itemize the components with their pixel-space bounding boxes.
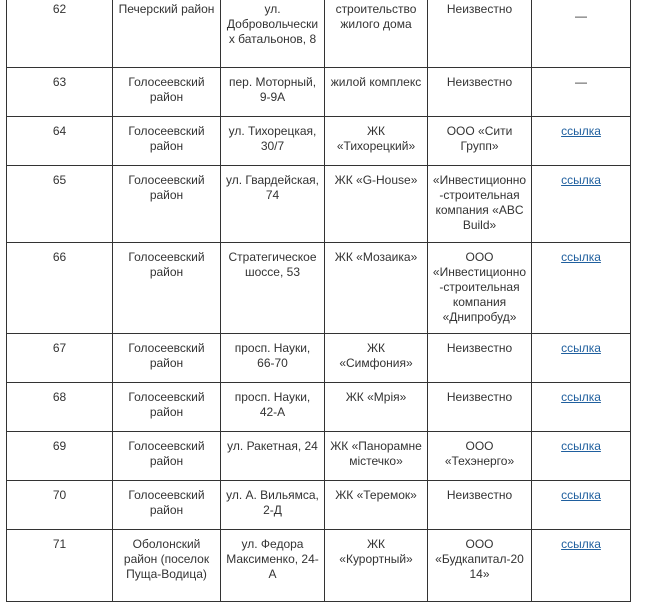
object-cell: ЖК «Панорамне містечко» [325, 432, 428, 481]
district-cell: Оболонский район (поселок Пуща-Водица) [113, 530, 221, 602]
object-cell: ЖК «Тихорецкий» [325, 117, 428, 166]
source-link[interactable]: ссылка [561, 250, 601, 264]
table-row [7, 432, 631, 481]
construction-objects-table-container [6, 0, 631, 602]
address-cell: ул. Добровольческих батальонов, 8 [221, 0, 325, 68]
address-cell: Стратегическое шоссе, 53 [221, 243, 325, 334]
row-number: 68 [7, 383, 113, 432]
district-cell: Голосеевский район [113, 432, 221, 481]
district-cell: Печерский район [113, 0, 221, 68]
row-number: 64 [7, 117, 113, 166]
developer-cell: Неизвестно [428, 68, 532, 117]
row-number: 65 [7, 166, 113, 243]
source-link[interactable]: ссылка [561, 341, 601, 355]
object-cell: ЖК «Мрія» [325, 383, 428, 432]
object-cell: ЖК «Симфония» [325, 334, 428, 383]
object-cell: строительство жилого дома [325, 0, 428, 68]
row-number: 70 [7, 481, 113, 530]
row-number: 62 [7, 0, 113, 68]
source-link[interactable]: ссылка [561, 173, 601, 187]
table-row [7, 117, 631, 166]
link-cell [532, 481, 631, 530]
address-cell: ул. Федора Максименко, 24-А [221, 530, 325, 602]
address-cell: просп. Науки, 66-70 [221, 334, 325, 383]
table-row [7, 68, 631, 117]
developer-cell: Неизвестно [428, 481, 532, 530]
address-cell: ул. Гвардейская, 74 [221, 166, 325, 243]
table-row [7, 166, 631, 243]
row-number: 71 [7, 530, 113, 602]
district-cell: Голосеевский район [113, 481, 221, 530]
link-cell [532, 166, 631, 243]
link-cell [532, 432, 631, 481]
table-row [7, 0, 631, 68]
link-cell [532, 530, 631, 602]
address-cell: ул. Ракетная, 24 [221, 432, 325, 481]
table-row [7, 530, 631, 602]
developer-cell: ООО «Сити Групп» [428, 117, 532, 166]
object-cell: ЖК «Курортный» [325, 530, 428, 602]
district-cell: Голосеевский район [113, 117, 221, 166]
row-number: 63 [7, 68, 113, 117]
address-cell: пер. Моторный, 9-9А [221, 68, 325, 117]
district-cell: Голосеевский район [113, 166, 221, 243]
district-cell: Голосеевский район [113, 334, 221, 383]
source-link[interactable]: ссылка [561, 124, 601, 138]
link-cell [532, 334, 631, 383]
source-link[interactable]: ссылка [561, 488, 601, 502]
district-cell: Голосеевский район [113, 383, 221, 432]
object-cell: ЖК «G-House» [325, 166, 428, 243]
developer-cell: Неизвестно [428, 334, 532, 383]
no-link-dash: — [575, 75, 587, 89]
link-cell [532, 243, 631, 334]
developer-cell: Неизвестно [428, 383, 532, 432]
developer-cell: Неизвестно [428, 0, 532, 68]
table-row [7, 243, 631, 334]
object-cell: ЖК «Теремок» [325, 481, 428, 530]
table-row [7, 481, 631, 530]
district-cell: Голосеевский район [113, 68, 221, 117]
link-cell [532, 68, 631, 117]
source-link[interactable]: ссылка [561, 537, 601, 551]
object-cell: ЖК «Мозаика» [325, 243, 428, 334]
row-number: 66 [7, 243, 113, 334]
no-link-dash: — [575, 9, 587, 23]
source-link[interactable]: ссылка [561, 439, 601, 453]
table-row [7, 383, 631, 432]
developer-cell: «Инвестиционно-строительная компания «ABC Build» [428, 166, 532, 243]
row-number: 69 [7, 432, 113, 481]
construction-objects-table [6, 0, 631, 602]
address-cell: просп. Науки, 42-А [221, 383, 325, 432]
district-cell: Голосеевский район [113, 243, 221, 334]
row-number: 67 [7, 334, 113, 383]
object-cell: жилой комплекс [325, 68, 428, 117]
developer-cell: ООО «Техэнерго» [428, 432, 532, 481]
table-row [7, 334, 631, 383]
link-cell [532, 117, 631, 166]
link-cell [532, 383, 631, 432]
address-cell: ул. А. Вильямса, 2-Д [221, 481, 325, 530]
developer-cell: ООО «Инвестиционно-строительная компания «Днипробуд» [428, 243, 532, 334]
developer-cell: ООО «Будкапитал-2014» [428, 530, 532, 602]
link-cell [532, 0, 631, 68]
source-link[interactable]: ссылка [561, 390, 601, 404]
address-cell: ул. Тихорецкая, 30/7 [221, 117, 325, 166]
